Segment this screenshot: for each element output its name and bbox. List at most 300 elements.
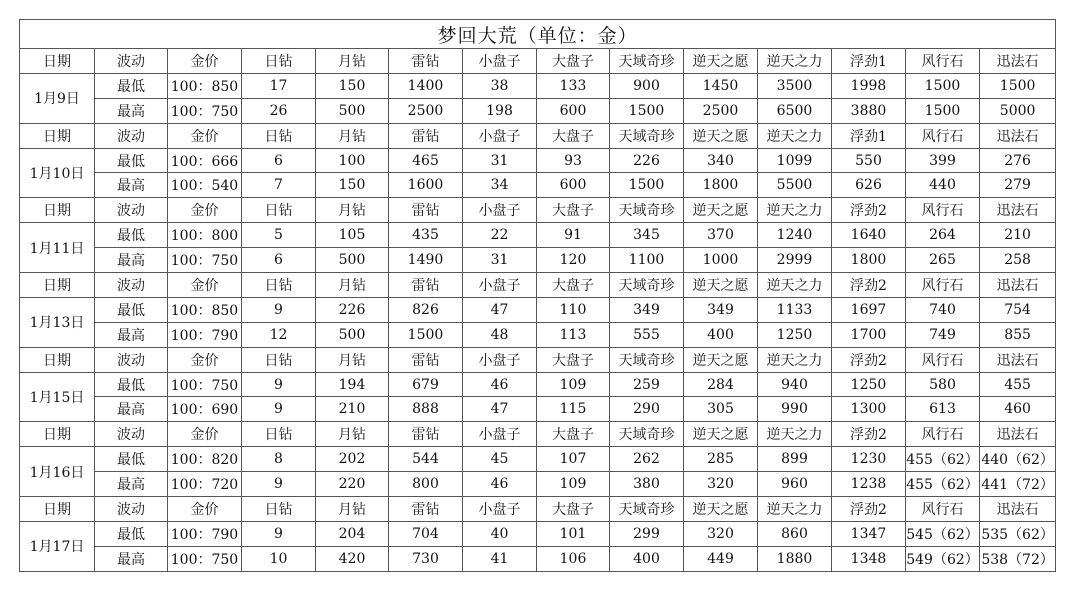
header-row <box>20 273 1056 298</box>
fluctuation-cell: 最高 <box>95 98 168 123</box>
column-header: 雷钻 <box>389 198 463 223</box>
price-cell: 285 <box>684 447 758 472</box>
price-cell: 399 <box>906 148 980 173</box>
column-header: 日期 <box>20 497 95 522</box>
price-cell: 449 <box>684 546 758 571</box>
price-cell: 100：850 <box>168 297 242 322</box>
price-cell: 220 <box>316 472 389 497</box>
price-cell: 198 <box>463 98 537 123</box>
column-header: 金价 <box>168 497 242 522</box>
price-cell: 6500 <box>758 98 832 123</box>
price-cell: 299 <box>610 521 684 546</box>
column-header: 波动 <box>95 273 168 298</box>
price-cell: 1347 <box>832 521 906 546</box>
price-cell: 455（62） <box>906 447 980 472</box>
column-header: 波动 <box>95 422 168 447</box>
column-header: 雷钻 <box>389 347 463 372</box>
price-cell: 276 <box>980 148 1056 173</box>
price-cell: 1238 <box>832 472 906 497</box>
column-header: 风行石 <box>906 347 980 372</box>
price-cell: 940 <box>758 372 832 397</box>
price-cell: 2999 <box>758 248 832 273</box>
price-cell: 704 <box>389 521 463 546</box>
column-header: 月钻 <box>316 422 389 447</box>
column-header: 风行石 <box>906 49 980 74</box>
price-cell: 549（62） <box>906 546 980 571</box>
column-header: 迅法石 <box>980 347 1056 372</box>
table-row <box>20 73 1056 98</box>
column-header: 浮劲2 <box>832 198 906 223</box>
price-cell: 202 <box>316 447 389 472</box>
price-cell: 204 <box>316 521 389 546</box>
price-cell: 93 <box>537 148 610 173</box>
price-cell: 730 <box>389 546 463 571</box>
column-header: 迅法石 <box>980 123 1056 148</box>
price-cell: 1100 <box>610 248 684 273</box>
price-cell: 1348 <box>832 546 906 571</box>
column-header: 天域奇珍 <box>610 273 684 298</box>
date-cell: 1月11日 <box>20 223 95 273</box>
date-cell: 1月16日 <box>20 447 95 497</box>
price-cell: 105 <box>316 223 389 248</box>
price-cell: 100：850 <box>168 73 242 98</box>
price-cell: 465 <box>389 148 463 173</box>
table-row <box>20 173 1056 198</box>
column-header: 大盘子 <box>537 49 610 74</box>
price-cell: 1230 <box>832 447 906 472</box>
price-cell: 101 <box>537 521 610 546</box>
price-cell: 6 <box>242 148 316 173</box>
price-cell: 860 <box>758 521 832 546</box>
price-cell: 91 <box>537 223 610 248</box>
column-header: 波动 <box>95 198 168 223</box>
price-cell: 284 <box>684 372 758 397</box>
column-header: 逆天之愿 <box>684 422 758 447</box>
price-cell: 1500 <box>610 173 684 198</box>
price-cell: 420 <box>316 546 389 571</box>
price-cell: 46 <box>463 372 537 397</box>
column-header: 风行石 <box>906 422 980 447</box>
fluctuation-cell: 最高 <box>95 322 168 347</box>
price-cell: 1800 <box>832 248 906 273</box>
column-header: 大盘子 <box>537 422 610 447</box>
price-cell: 320 <box>684 472 758 497</box>
header-row <box>20 422 1056 447</box>
column-header: 小盘子 <box>463 422 537 447</box>
price-cell: 580 <box>906 372 980 397</box>
price-cell: 279 <box>980 173 1056 198</box>
price-cell: 320 <box>684 521 758 546</box>
price-cell: 7 <box>242 173 316 198</box>
price-cell: 1500 <box>906 73 980 98</box>
price-cell: 10 <box>242 546 316 571</box>
price-cell: 100：800 <box>168 223 242 248</box>
price-cell: 262 <box>610 447 684 472</box>
column-header: 月钻 <box>316 273 389 298</box>
price-cell: 1000 <box>684 248 758 273</box>
fluctuation-cell: 最高 <box>95 472 168 497</box>
price-cell: 17 <box>242 73 316 98</box>
column-header: 浮劲2 <box>832 497 906 522</box>
price-cell: 1240 <box>758 223 832 248</box>
price-cell: 440（62） <box>980 447 1056 472</box>
price-cell: 960 <box>758 472 832 497</box>
column-header: 逆天之力 <box>758 422 832 447</box>
column-header: 天域奇珍 <box>610 198 684 223</box>
column-header: 波动 <box>95 347 168 372</box>
price-cell: 435 <box>389 223 463 248</box>
table-row <box>20 447 1056 472</box>
price-cell: 5500 <box>758 173 832 198</box>
column-header: 小盘子 <box>463 273 537 298</box>
price-cell: 626 <box>832 173 906 198</box>
price-cell: 109 <box>537 472 610 497</box>
price-cell: 34 <box>463 173 537 198</box>
column-header: 雷钻 <box>389 49 463 74</box>
price-cell: 1998 <box>832 73 906 98</box>
column-header: 迅法石 <box>980 497 1056 522</box>
price-cell: 600 <box>537 98 610 123</box>
column-header: 月钻 <box>316 347 389 372</box>
price-cell: 441（72） <box>980 472 1056 497</box>
price-cell: 115 <box>537 397 610 422</box>
date-cell: 1月15日 <box>20 372 95 422</box>
price-cell: 9 <box>242 521 316 546</box>
price-cell: 1400 <box>389 73 463 98</box>
column-header: 小盘子 <box>463 123 537 148</box>
price-cell: 400 <box>684 322 758 347</box>
price-cell: 12 <box>242 322 316 347</box>
column-header: 金价 <box>168 123 242 148</box>
table-row <box>20 521 1056 546</box>
price-cell: 1500 <box>906 98 980 123</box>
price-cell: 150 <box>316 73 389 98</box>
price-cell: 100 <box>316 148 389 173</box>
price-cell: 1490 <box>389 248 463 273</box>
price-cell: 194 <box>316 372 389 397</box>
column-header: 天域奇珍 <box>610 497 684 522</box>
column-header: 风行石 <box>906 273 980 298</box>
column-header: 日期 <box>20 273 95 298</box>
price-cell: 41 <box>463 546 537 571</box>
column-header: 金价 <box>168 347 242 372</box>
column-header: 雷钻 <box>389 273 463 298</box>
price-cell: 100：666 <box>168 148 242 173</box>
column-header: 日期 <box>20 123 95 148</box>
column-header: 逆天之力 <box>758 49 832 74</box>
date-cell: 1月17日 <box>20 521 95 571</box>
price-cell: 740 <box>906 297 980 322</box>
table-row <box>20 372 1056 397</box>
column-header: 雷钻 <box>389 123 463 148</box>
column-header: 逆天之力 <box>758 273 832 298</box>
column-header: 浮劲1 <box>832 49 906 74</box>
price-cell: 538（72） <box>980 546 1056 571</box>
column-header: 月钻 <box>316 123 389 148</box>
table-row <box>20 148 1056 173</box>
column-header: 波动 <box>95 497 168 522</box>
price-cell: 100：720 <box>168 472 242 497</box>
column-header: 逆天之力 <box>758 497 832 522</box>
price-cell: 100：820 <box>168 447 242 472</box>
table-row <box>20 297 1056 322</box>
price-cell: 6 <box>242 248 316 273</box>
price-cell: 440 <box>906 173 980 198</box>
fluctuation-cell: 最高 <box>95 397 168 422</box>
header-row <box>20 497 1056 522</box>
column-header: 浮劲2 <box>832 422 906 447</box>
price-cell: 26 <box>242 98 316 123</box>
column-header: 风行石 <box>906 198 980 223</box>
price-cell: 900 <box>610 73 684 98</box>
column-header: 大盘子 <box>537 497 610 522</box>
price-cell: 800 <box>389 472 463 497</box>
column-header: 天域奇珍 <box>610 123 684 148</box>
price-cell: 1450 <box>684 73 758 98</box>
price-cell: 455 <box>980 372 1056 397</box>
table-row <box>20 248 1056 273</box>
column-header: 金价 <box>168 273 242 298</box>
column-header: 日钻 <box>242 497 316 522</box>
price-cell: 1600 <box>389 173 463 198</box>
price-cell: 100：750 <box>168 98 242 123</box>
column-header: 日期 <box>20 49 95 74</box>
price-cell: 1500 <box>389 322 463 347</box>
price-cell: 500 <box>316 98 389 123</box>
price-cell: 340 <box>684 148 758 173</box>
column-header: 波动 <box>95 49 168 74</box>
price-cell: 9 <box>242 397 316 422</box>
price-cell: 46 <box>463 472 537 497</box>
price-cell: 150 <box>316 173 389 198</box>
price-cell: 555 <box>610 322 684 347</box>
price-cell: 9 <box>242 472 316 497</box>
column-header: 逆天之愿 <box>684 347 758 372</box>
price-cell: 133 <box>537 73 610 98</box>
price-cell: 226 <box>610 148 684 173</box>
price-table <box>19 19 1056 572</box>
price-cell: 2500 <box>389 98 463 123</box>
price-cell: 47 <box>463 297 537 322</box>
column-header: 浮劲2 <box>832 273 906 298</box>
price-cell: 754 <box>980 297 1056 322</box>
price-cell: 899 <box>758 447 832 472</box>
table-row <box>20 472 1056 497</box>
column-header: 月钻 <box>316 497 389 522</box>
price-cell: 990 <box>758 397 832 422</box>
price-cell: 100：690 <box>168 397 242 422</box>
price-cell: 31 <box>463 248 537 273</box>
date-cell: 1月13日 <box>20 297 95 347</box>
price-cell: 100：750 <box>168 546 242 571</box>
column-header: 浮劲1 <box>832 123 906 148</box>
price-cell: 113 <box>537 322 610 347</box>
price-cell: 106 <box>537 546 610 571</box>
column-header: 月钻 <box>316 49 389 74</box>
price-cell: 1500 <box>610 98 684 123</box>
column-header: 浮劲2 <box>832 347 906 372</box>
column-header: 迅法石 <box>980 49 1056 74</box>
column-header: 金价 <box>168 198 242 223</box>
table-row <box>20 98 1056 123</box>
column-header: 逆天之愿 <box>684 49 758 74</box>
price-cell: 1300 <box>832 397 906 422</box>
price-cell: 888 <box>389 397 463 422</box>
price-cell: 370 <box>684 223 758 248</box>
price-cell: 5 <box>242 223 316 248</box>
column-header: 雷钻 <box>389 497 463 522</box>
column-header: 小盘子 <box>463 49 537 74</box>
price-cell: 38 <box>463 73 537 98</box>
column-header: 大盘子 <box>537 123 610 148</box>
column-header: 风行石 <box>906 123 980 148</box>
price-cell: 349 <box>684 297 758 322</box>
column-header: 天域奇珍 <box>610 49 684 74</box>
price-cell: 1880 <box>758 546 832 571</box>
price-cell: 345 <box>610 223 684 248</box>
price-cell: 535（62） <box>980 521 1056 546</box>
price-cell: 1640 <box>832 223 906 248</box>
fluctuation-cell: 最低 <box>95 297 168 322</box>
column-header: 日钻 <box>242 123 316 148</box>
price-cell: 855 <box>980 322 1056 347</box>
price-cell: 259 <box>610 372 684 397</box>
price-cell: 100：790 <box>168 521 242 546</box>
price-cell: 9 <box>242 372 316 397</box>
price-cell: 544 <box>389 447 463 472</box>
column-header: 月钻 <box>316 198 389 223</box>
column-header: 日期 <box>20 422 95 447</box>
header-row <box>20 347 1056 372</box>
fluctuation-cell: 最高 <box>95 546 168 571</box>
price-cell: 600 <box>537 173 610 198</box>
column-header: 日钻 <box>242 198 316 223</box>
column-header: 金价 <box>168 49 242 74</box>
price-cell: 550 <box>832 148 906 173</box>
column-header: 日钻 <box>242 347 316 372</box>
fluctuation-cell: 最高 <box>95 173 168 198</box>
price-cell: 380 <box>610 472 684 497</box>
fluctuation-cell: 最低 <box>95 223 168 248</box>
price-cell: 107 <box>537 447 610 472</box>
price-cell: 460 <box>980 397 1056 422</box>
price-cell: 45 <box>463 447 537 472</box>
column-header: 天域奇珍 <box>610 422 684 447</box>
price-cell: 31 <box>463 148 537 173</box>
price-cell: 1250 <box>758 322 832 347</box>
price-cell: 545（62） <box>906 521 980 546</box>
price-cell: 3880 <box>832 98 906 123</box>
column-header: 大盘子 <box>537 347 610 372</box>
column-header: 迅法石 <box>980 422 1056 447</box>
column-header: 日钻 <box>242 273 316 298</box>
fluctuation-cell: 最低 <box>95 372 168 397</box>
price-cell: 1099 <box>758 148 832 173</box>
price-cell: 3500 <box>758 73 832 98</box>
price-cell: 40 <box>463 521 537 546</box>
price-cell: 455（62） <box>906 472 980 497</box>
price-cell: 1697 <box>832 297 906 322</box>
sheet-title: 梦回大荒（单位：金） <box>20 20 1056 49</box>
price-cell: 48 <box>463 322 537 347</box>
fluctuation-cell: 最低 <box>95 148 168 173</box>
column-header: 小盘子 <box>463 198 537 223</box>
column-header: 日期 <box>20 347 95 372</box>
column-header: 逆天之愿 <box>684 198 758 223</box>
price-cell: 1800 <box>684 173 758 198</box>
price-cell: 210 <box>980 223 1056 248</box>
table-row <box>20 546 1056 571</box>
price-cell: 120 <box>537 248 610 273</box>
price-cell: 8 <box>242 447 316 472</box>
price-cell: 226 <box>316 297 389 322</box>
price-cell: 305 <box>684 397 758 422</box>
column-header: 日钻 <box>242 422 316 447</box>
price-cell: 264 <box>906 223 980 248</box>
column-header: 逆天之愿 <box>684 497 758 522</box>
column-header: 大盘子 <box>537 198 610 223</box>
price-cell: 100：540 <box>168 173 242 198</box>
fluctuation-cell: 最低 <box>95 521 168 546</box>
price-cell: 210 <box>316 397 389 422</box>
column-header: 金价 <box>168 422 242 447</box>
price-cell: 1700 <box>832 322 906 347</box>
column-header: 日钻 <box>242 49 316 74</box>
column-header: 小盘子 <box>463 497 537 522</box>
column-header: 日期 <box>20 198 95 223</box>
column-header: 天域奇珍 <box>610 347 684 372</box>
price-cell: 400 <box>610 546 684 571</box>
table-row <box>20 322 1056 347</box>
price-cell: 500 <box>316 322 389 347</box>
price-cell: 47 <box>463 397 537 422</box>
price-cell: 290 <box>610 397 684 422</box>
column-header: 雷钻 <box>389 422 463 447</box>
column-header: 波动 <box>95 123 168 148</box>
header-row <box>20 123 1056 148</box>
header-row <box>20 49 1056 74</box>
price-cell: 1250 <box>832 372 906 397</box>
price-cell: 22 <box>463 223 537 248</box>
column-header: 逆天之力 <box>758 198 832 223</box>
date-cell: 1月10日 <box>20 148 95 198</box>
fluctuation-cell: 最高 <box>95 248 168 273</box>
price-cell: 749 <box>906 322 980 347</box>
price-cell: 349 <box>610 297 684 322</box>
column-header: 风行石 <box>906 497 980 522</box>
column-header: 逆天之力 <box>758 123 832 148</box>
price-cell: 109 <box>537 372 610 397</box>
header-row <box>20 198 1056 223</box>
fluctuation-cell: 最低 <box>95 447 168 472</box>
price-cell: 100：790 <box>168 322 242 347</box>
price-sheet <box>19 19 1055 572</box>
price-cell: 1500 <box>980 73 1056 98</box>
price-cell: 9 <box>242 297 316 322</box>
price-cell: 1133 <box>758 297 832 322</box>
price-cell: 679 <box>389 372 463 397</box>
price-cell: 826 <box>389 297 463 322</box>
price-cell: 110 <box>537 297 610 322</box>
price-cell: 265 <box>906 248 980 273</box>
column-header: 迅法石 <box>980 198 1056 223</box>
column-header: 逆天之愿 <box>684 273 758 298</box>
price-cell: 258 <box>980 248 1056 273</box>
column-header: 逆天之愿 <box>684 123 758 148</box>
column-header: 逆天之力 <box>758 347 832 372</box>
table-row <box>20 397 1056 422</box>
price-cell: 100：750 <box>168 372 242 397</box>
